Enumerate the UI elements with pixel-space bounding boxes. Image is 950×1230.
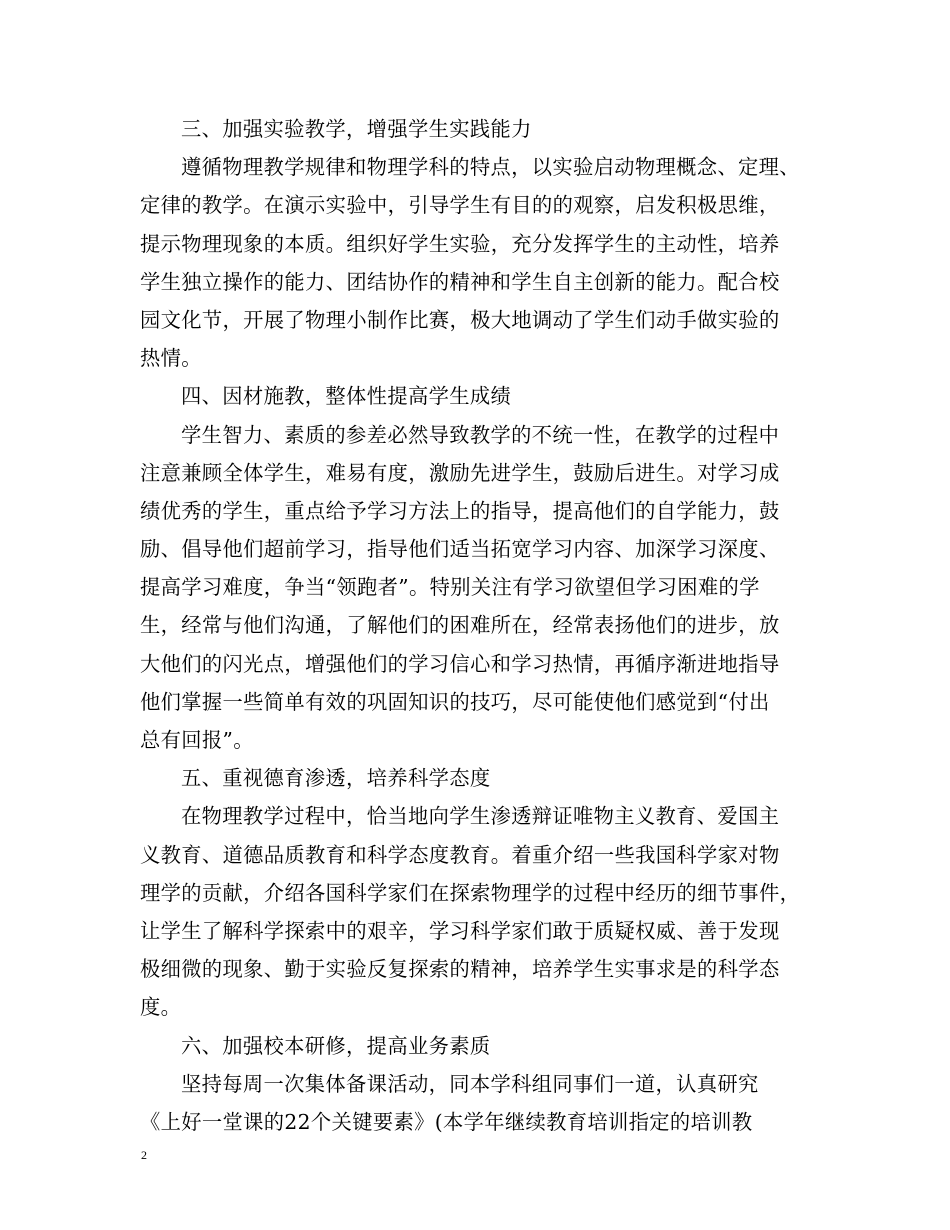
- paragraph-line: 绩优秀的学生，重点给予学习方法上的指导，提高他们的自学能力，鼓: [140, 498, 780, 523]
- section-heading-5: 五、重视德育渗透，培养科学态度: [181, 766, 491, 791]
- section-heading-6: 六、加强校本研修，提高业务素质: [181, 1033, 491, 1058]
- paragraph-line: 义教育、道德品质教育和科学态度教育。着重介绍一些我国科学家对物: [140, 842, 780, 867]
- paragraph-line: 励、倡导他们超前学习，指导他们适当拓宽学习内容、加深学习深度、: [140, 537, 780, 562]
- paragraph-line: 坚持每周一次集体备课活动，同本学科组同事们一道，认真研究: [181, 1071, 759, 1096]
- paragraph-line: 大他们的闪光点，增强他们的学习信心和学习热情，再循序渐进地指导: [140, 651, 780, 676]
- paragraph-line: 度。: [140, 995, 182, 1020]
- document-body: [140, 110, 830, 1141]
- paragraph-line: 让学生了解科学探索中的艰辛，学习科学家们敢于质疑权威、善于发现: [140, 918, 780, 943]
- paragraph-line: 总有回报”。: [140, 728, 254, 752]
- paragraph-line: 学生智力、素质的参差必然导致教学的不统一性，在教学的过程中: [181, 422, 780, 447]
- section-heading-4: 四、因材施教，整体性提高学生成绩: [181, 384, 512, 409]
- paragraph-line: 提高学习难度，争当“领跑者”。特别关注有学习欲望但学习困难的学: [140, 575, 760, 600]
- page-number: 2: [141, 1148, 147, 1162]
- paragraph-line: 《上好一堂课的22个关键要素》(本学年继续教育培训指定的培训教: [140, 1109, 753, 1134]
- paragraph-line: 他们掌握一些简单有效的巩固知识的技巧，尽可能使他们感觉到“付出: [140, 689, 770, 714]
- paragraph-line: 园文化节，开展了物理小制作比赛，极大地调动了学生们动手做实验的: [140, 307, 780, 332]
- paragraph-line: 定律的教学。在演示实验中，引导学生有目的的观察，启发积极思维，: [140, 193, 780, 218]
- paragraph-line: 提示物理现象的本质。组织好学生实验，充分发挥学生的主动性，培养: [140, 231, 780, 256]
- paragraph-line: 遵循物理教学规律和物理学科的特点，以实验启动物理概念、定理、: [181, 155, 800, 180]
- paragraph-line: 注意兼顾全体学生，难易有度，激励先进学生，鼓励后进生。对学习成: [140, 460, 780, 485]
- paragraph-line: 学生独立操作的能力、团结协作的精神和学生自主创新的能力。配合校: [140, 269, 780, 294]
- paragraph-line: 理学的贡献，介绍各国科学家们在探索物理学的过程中经历的细节事件，: [140, 880, 801, 905]
- paragraph-line: 在物理教学过程中，恰当地向学生渗透辩证唯物主义教育、爱国主: [181, 804, 780, 829]
- paragraph-line: 生，经常与他们沟通，了解他们的困难所在，经常表扬他们的进步，放: [140, 613, 780, 638]
- section-heading-3: 三、加强实验教学，增强学生实践能力: [181, 117, 532, 141]
- paragraph-line: 热情。: [140, 346, 202, 371]
- paragraph-line: 极细微的现象、勤于实验反复探索的精神，培养学生实事求是的科学态: [140, 957, 780, 982]
